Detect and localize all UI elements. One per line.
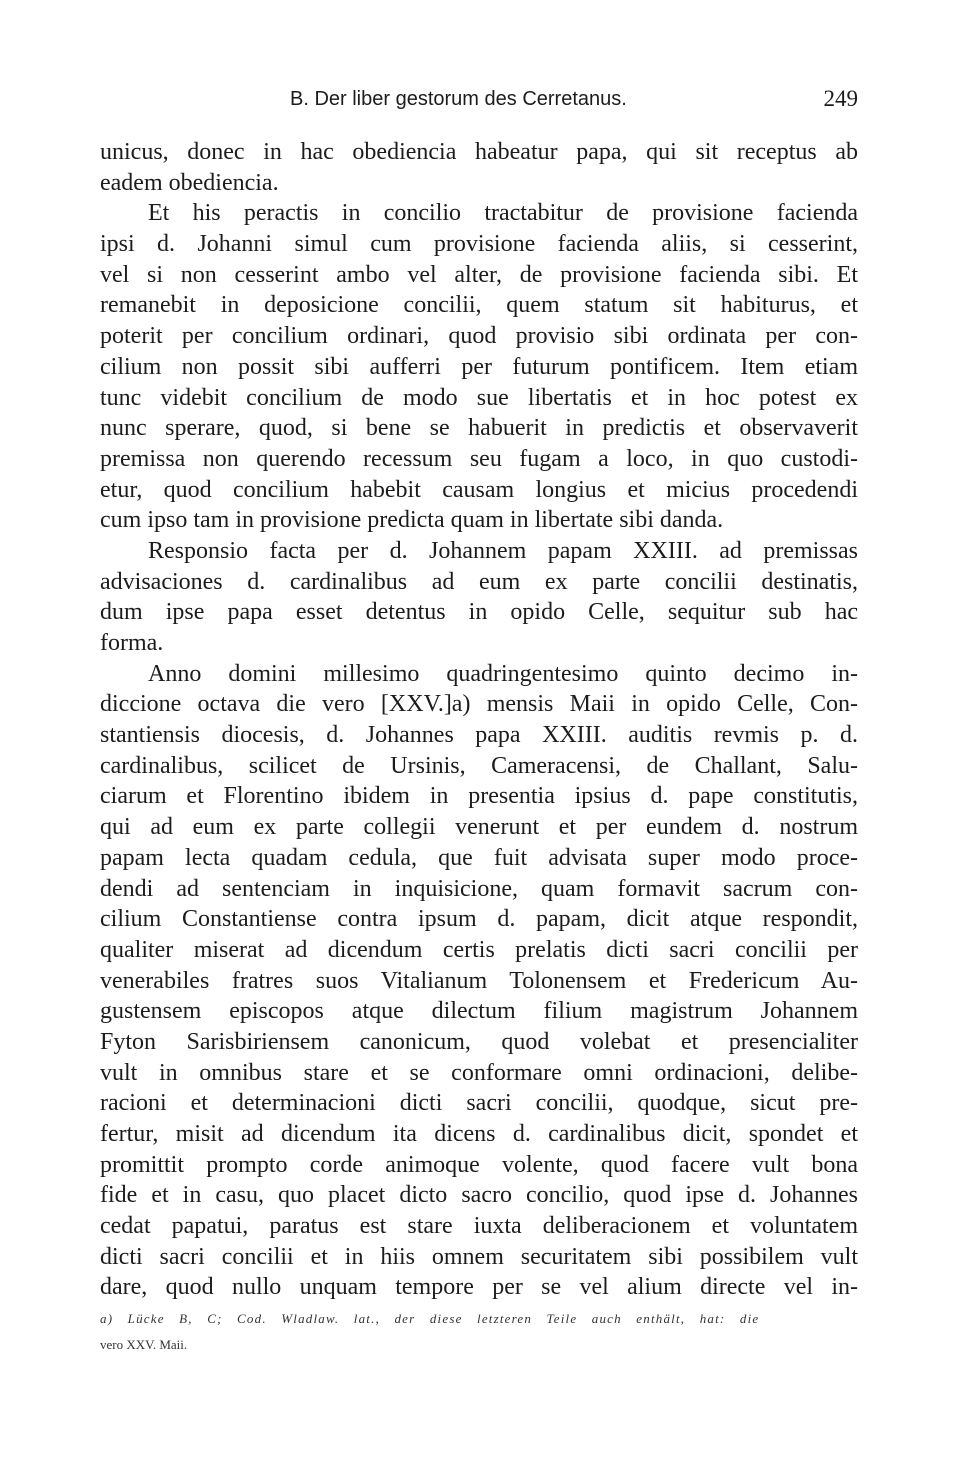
text-line: Responsio facta per d. Johannem papam XXIII. ad premissas: [148, 537, 858, 564]
text-line: remanebit in deposicione concilii, quem statum sit habiturus, et: [100, 292, 858, 319]
text-line: poterit per concilium ordinari, quod provisio sibi ordinata per con-: [100, 323, 858, 350]
text-line: dare, quod nullo unquam tempore per se vel alium directe vel in-: [100, 1274, 858, 1301]
text-line: dum ipse papa esset detentus in opido Celle, sequitur sub hac: [100, 599, 858, 626]
body-text: [100, 137, 858, 1303]
text-line: qui ad eum ex parte collegii venerunt et per eundem d. nostrum: [100, 814, 858, 841]
text-line: ciarum et Florentino ibidem in presentia ipsius d. pape constitutis,: [100, 783, 858, 810]
text-line: Et his peractis in concilio tractabitur de provisione facienda: [148, 200, 858, 227]
text-line: eadem obediencia.: [100, 169, 279, 196]
running-title: B. Der liber gestorum des Cerretanus.: [290, 88, 627, 110]
text-line: cedat papatui, paratus est stare iuxta deliberacionem et voluntatem: [100, 1213, 858, 1240]
text-line: Fyton Sarisbiriensem canonicum, quod volebat et presencialiter: [100, 1028, 858, 1055]
text-line: papam lecta quadam cedula, que fuit advisata super modo proce-: [100, 844, 858, 871]
text-line: vel si non cesserint ambo vel alter, de provisione facienda sibi. Et: [100, 261, 858, 288]
text-line: qualiter miserat ad dicendum certis prelatis dicti sacri concilii per: [100, 936, 858, 963]
text-line: venerabiles fratres suos Vitalianum Tolonensem et Fredericum Au-: [100, 967, 858, 994]
footnote-line: vero XXV. Maii.: [100, 1337, 188, 1352]
text-line: gustensem episcopos atque dilectum filium magistrum Johannem: [100, 998, 858, 1025]
text-line: fide et in casu, quo placet dicto sacro concilio, quod ipse d. Johannes: [100, 1182, 858, 1209]
footnote-line: a) Lücke B, C; Cod. Wladlaw. lat., der diese letzteren Teile auch enthält, hat: die: [100, 1311, 760, 1326]
text-line: stantiensis diocesis, d. Johannes papa XXIII. auditis revmis p. d.: [100, 722, 858, 749]
text-line: etur, quod concilium habebit causam longius et micius procedendi: [100, 476, 858, 503]
text-line: diccione octava die vero [XXV.]a) mensis Maii in opido Celle, Con-: [100, 691, 858, 718]
text-line: nunc sperare, quod, si bene se habuerit in predictis et observaverit: [100, 415, 858, 442]
text-line: vult in omnibus stare et se conformare omni ordinacioni, delibe-: [100, 1059, 858, 1086]
text-line: cilium non possit sibi aufferri per futurum pontificem. Item etiam: [100, 353, 858, 380]
text-line: cardinalibus, scilicet de Ursinis, Cameracensi, de Challant, Salu-: [100, 752, 858, 779]
footnotes: [100, 1306, 858, 1358]
text-line: cum ipso tam in provisione predicta quam in libertate sibi danda.: [100, 507, 724, 534]
page-number: 249: [823, 86, 858, 111]
text-line: fertur, misit ad dicendum ita dicens d. cardinalibus dicit, spondet et: [100, 1121, 858, 1147]
text-line: advisaciones d. cardinalibus ad eum ex parte concilii destinatis,: [100, 568, 858, 595]
text-line: forma.: [100, 630, 164, 656]
text-line: cilium Constantiense contra ipsum d. papam, dicit atque respondit,: [100, 906, 858, 933]
text-line: tunc videbit concilium de modo sue libertatis et in hoc potest ex: [100, 384, 858, 411]
text-line: unicus, donec in hac obediencia habeatur papa, qui sit receptus ab: [100, 139, 858, 165]
text-line: dicti sacri concilii et in hiis omnem securitatem sibi possibilem vult: [100, 1243, 858, 1270]
text-line: premissa non querendo recessum seu fugam a loco, in quo custodi-: [100, 445, 858, 472]
text-line: promittit prompto corde animoque volente, quod facere vult bona: [100, 1151, 858, 1178]
text-line: Anno domini millesimo quadringentesimo quinto decimo in-: [148, 660, 858, 687]
page-header: [100, 86, 858, 120]
text-line: racioni et determinacioni dicti sacri concilii, quodque, sicut pre-: [100, 1090, 858, 1117]
text-line: ipsi d. Johanni simul cum provisione facienda aliis, si cesserint,: [100, 231, 858, 258]
text-line: dendi ad sentenciam in inquisicione, quam formavit sacrum con-: [100, 875, 858, 902]
